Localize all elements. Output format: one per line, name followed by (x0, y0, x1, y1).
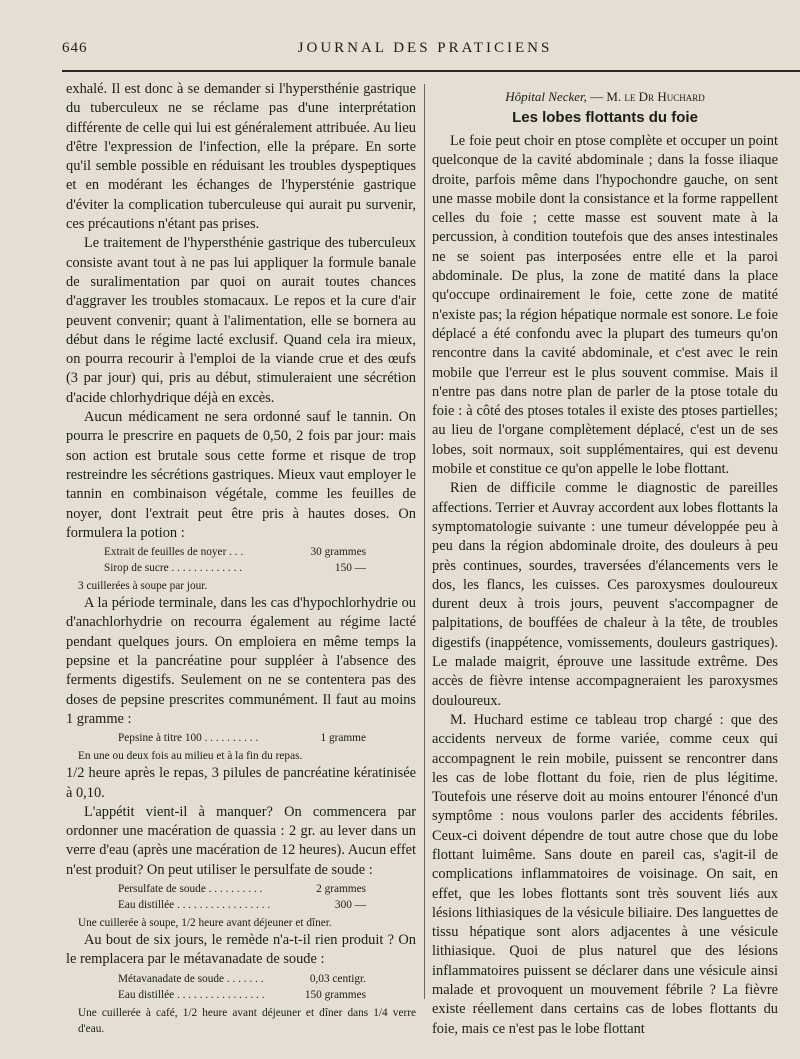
prescription-line (118, 987, 366, 1003)
prescription-line (104, 544, 366, 560)
prescription (66, 544, 416, 576)
ingredient: Extrait de feuilles de noyer . . . (104, 546, 244, 559)
journal-title: JOURNAL DES PRATICIENS (297, 40, 553, 56)
paragraph: 1/2 heure après le repas, 3 pilules de pancréatine kératinisée à 0,10. (66, 765, 416, 801)
ingredient: Eau distillée . . . . . . . . . . . . . . . . . (118, 898, 271, 911)
paragraph: Rien de difficile comme le diagnostic de pareilles affections. Terrier et Auvray accordent aux lobes flottants la symptomatologie suivante : une tumeur développée peu à peu dans la région abdominale droite, des douleurs à peu près continues, sourdes, traversées d'élancements vers le dos, les flancs, les cuisses. Ces paroxysmes douloureux durent deux à trois jours, peuvent s'accompagner de palpitations, de bouffées de chaleur à la tête, de troubles digestifs (inappétence, vomissements, douleurs gastriques). Le malade maigrit, éprouve une lassitude extrême. Des accès de fièvre intense accompagneraient les paroxysmes douloureux. (432, 480, 778, 709)
quantity: 2 grammes (316, 882, 366, 895)
paragraph: M. Huchard estime ce tableau trop chargé : que des accidents nerveux de forme variée, comme ceux qui accompagnent le rein mobile, puissent se rencontrer dans les cas de lobe flottant du foie, rien de plus légitime. Toutefois une réserve doit au moins entourer l'énoncé d'un symptôme : nous voulons parler des accidents fébriles. Ceux-ci doivent dépendre de tout autre chose que du lobe flottant luimême. Sans doute en pareil cas, s'agit-il de complications inflammatoires de voisinage. On sait, en effet, que les lobes flottants sont très souvent liés aux lésions lithiasiques de la vésicule biliaire. Des languettes de tissu hépatique sont alors adjacentes à une vésicule lithiasique. Quoi de plus naturel que des lésions inflammatoires puissent se déclarer dans une vésicule ainsi malade et provoquent un mouvement fébrile ? La fièvre existe réellement dans certains cas de lobes flottants du foie, mais ce n'est pas le lobe flottant (432, 711, 778, 1037)
right-column (432, 80, 778, 1039)
page-header (0, 40, 800, 66)
paragraph: exhalé. Il est donc à se demander si l'hypersthénie gastrique du tuberculeux ne se réclame pas d'une interprétation différente de celle qui lui est généralement attribuée. Au lieu d'être l'expression de l'infection, elle la prépare. En sorte qu'il semble possible en réduisant les troubles dyspeptiques et en modérant les échanges de l'hypersténie gastrique d'éviter la complication tuberculeuse qui aurait pu survenir, ces précautions n'étant pas prises. (66, 81, 416, 233)
author-name: — M. le Dr Huchard (586, 89, 705, 104)
quantity: 1 gramme (320, 732, 366, 745)
ingredient: Métavanadate de soude . . . . . . . (118, 972, 264, 985)
paragraph: Aucun médicament ne sera ordonné sauf le tannin. On pourra le prescrire en paquets de 0,50, 2 fois par jour: mais son action est brutale sous cette forme et risque de trop restreindre les sécrétions gastriques. Mieux vaut employer le tannin en combinaison végétale, comme les feuilles de noyer, dont l'extrait peut être pris à hautes doses. On formulera la potion : (66, 409, 416, 541)
ingredient: Sirop de sucre . . . . . . . . . . . . . (104, 562, 243, 575)
quantity: 150 grammes (304, 988, 366, 1001)
ingredient: Persulfate de soude . . . . . . . . . . (118, 882, 263, 895)
paragraph: Le foie peut choir en ptose complète et occuper un point quelconque de la cavité abdominale ; dans la fosse iliaque droite, parfois même dans l'hypochondre gauche, on sent une masse mobile dont la consistance et la forme rappellent celles du foie ; cette masse est souvent mate à la percussion, à condition toutefois que des anses intestinales ne se soient pas interposées entre elle et la paroi abdominale. De plus, la zone de matité dans la place qu'occupe ordinairement le foie, cette zone de matité n'existe pas; la région hépatique normale est sonore. Le foie déplacé a été confondu avec la plupart des tumeurs qu'on rencontre dans la cavité abdominale, et c'est avec le rein mobile que l'erreur est le plus souvent commise. Mais il n'entre pas dans notre plan de parler de la ptose totale du foie : à côté des ptoses totales il existe des ptoses partielles; au lieu de l'organe complètement déplacé, c'est un de ses lobes, soit normaux, soit supplémentaires, qui est devenu mobile et constitue ce qu'on appelle le lobe flottant. (432, 133, 778, 478)
ingredient: Eau distillée . . . . . . . . . . . . . . . . (118, 988, 265, 1001)
quantity: 300 — (334, 898, 366, 911)
prescription-note: Une cuillerée à café, 1/2 heure avant déjeuner et dîner dans 1/4 verre d'eau. (78, 1006, 416, 1035)
prescription (66, 881, 416, 913)
prescription-line (118, 897, 366, 913)
paragraph: Au bout de six jours, le remède n'a-t-il rien produit ? On le remplacera par le métavanadate de soude : (66, 931, 416, 968)
left-column (66, 80, 416, 1037)
paragraph: L'appétit vient-il à manquer? On commencera par ordonner une macération de quassia : 2 gr. au lever dans un verre d'eau (après une macération de 12 heures). Aucun effet n'est produit? On peut utiliser le persulfate de soude : (66, 803, 416, 878)
quantity: 0,03 centigr. (309, 972, 366, 985)
quantity: 150 — (334, 562, 366, 575)
prescription-line (118, 881, 366, 897)
prescription-line (104, 560, 366, 576)
prescription-note: En une ou deux fois au milieu et à la fin du repas. (78, 750, 303, 763)
hospital-name: Hôpital Necker, (505, 89, 587, 104)
article-byline (432, 88, 778, 106)
article-title: Les lobes flottants du foie (512, 109, 698, 126)
prescription (66, 730, 416, 746)
prescription-note: Une cuillerée à soupe, 1/2 heure avant déjeuner et dîner. (78, 916, 332, 929)
column-divider (424, 84, 425, 999)
quantity: 30 grammes (310, 546, 366, 559)
prescription-line (118, 971, 366, 987)
paragraph: Le traitement de l'hypersthénie gastrique des tuberculeux consiste avant tout à ne pas lui appliquer la formule banale de suralimentation par quoi on aurait toutes chances d'aggraver les troubles stomacaux. Le repos et la cure d'air peuvent convenir; quant à l'alimentation, elle se bornera au début dans le régime lacté exclusif. Quand cela ira mieux, on pourra recourir à l'emploi de la viande crue et des œufs (3 par jour) qui, pris au début, stimuleraient une sécrétion d'acide chlorhydrique déjà en excès. (66, 235, 416, 406)
ingredient: Pepsine à titre 100 . . . . . . . . . . (118, 732, 259, 745)
prescription (66, 971, 416, 1003)
prescription-note: 3 cuillerées à soupe par jour. (78, 580, 208, 593)
page-number: 646 (62, 40, 88, 56)
paragraph: A la période terminale, dans les cas d'hypochlorhydrie ou d'anachlorhydrie on recourra également au régime lacté pendant quelques jours. On emploiera en même temps la pepsine et la pancréatine pour suppléer à l'absence des ferments digestifs. Seulement on ne se contentera pas des doses de pepsine prescrites communément. Il faut au moins 1 gramme : (66, 595, 416, 727)
prescription-line (118, 730, 366, 746)
header-rule (62, 70, 800, 72)
